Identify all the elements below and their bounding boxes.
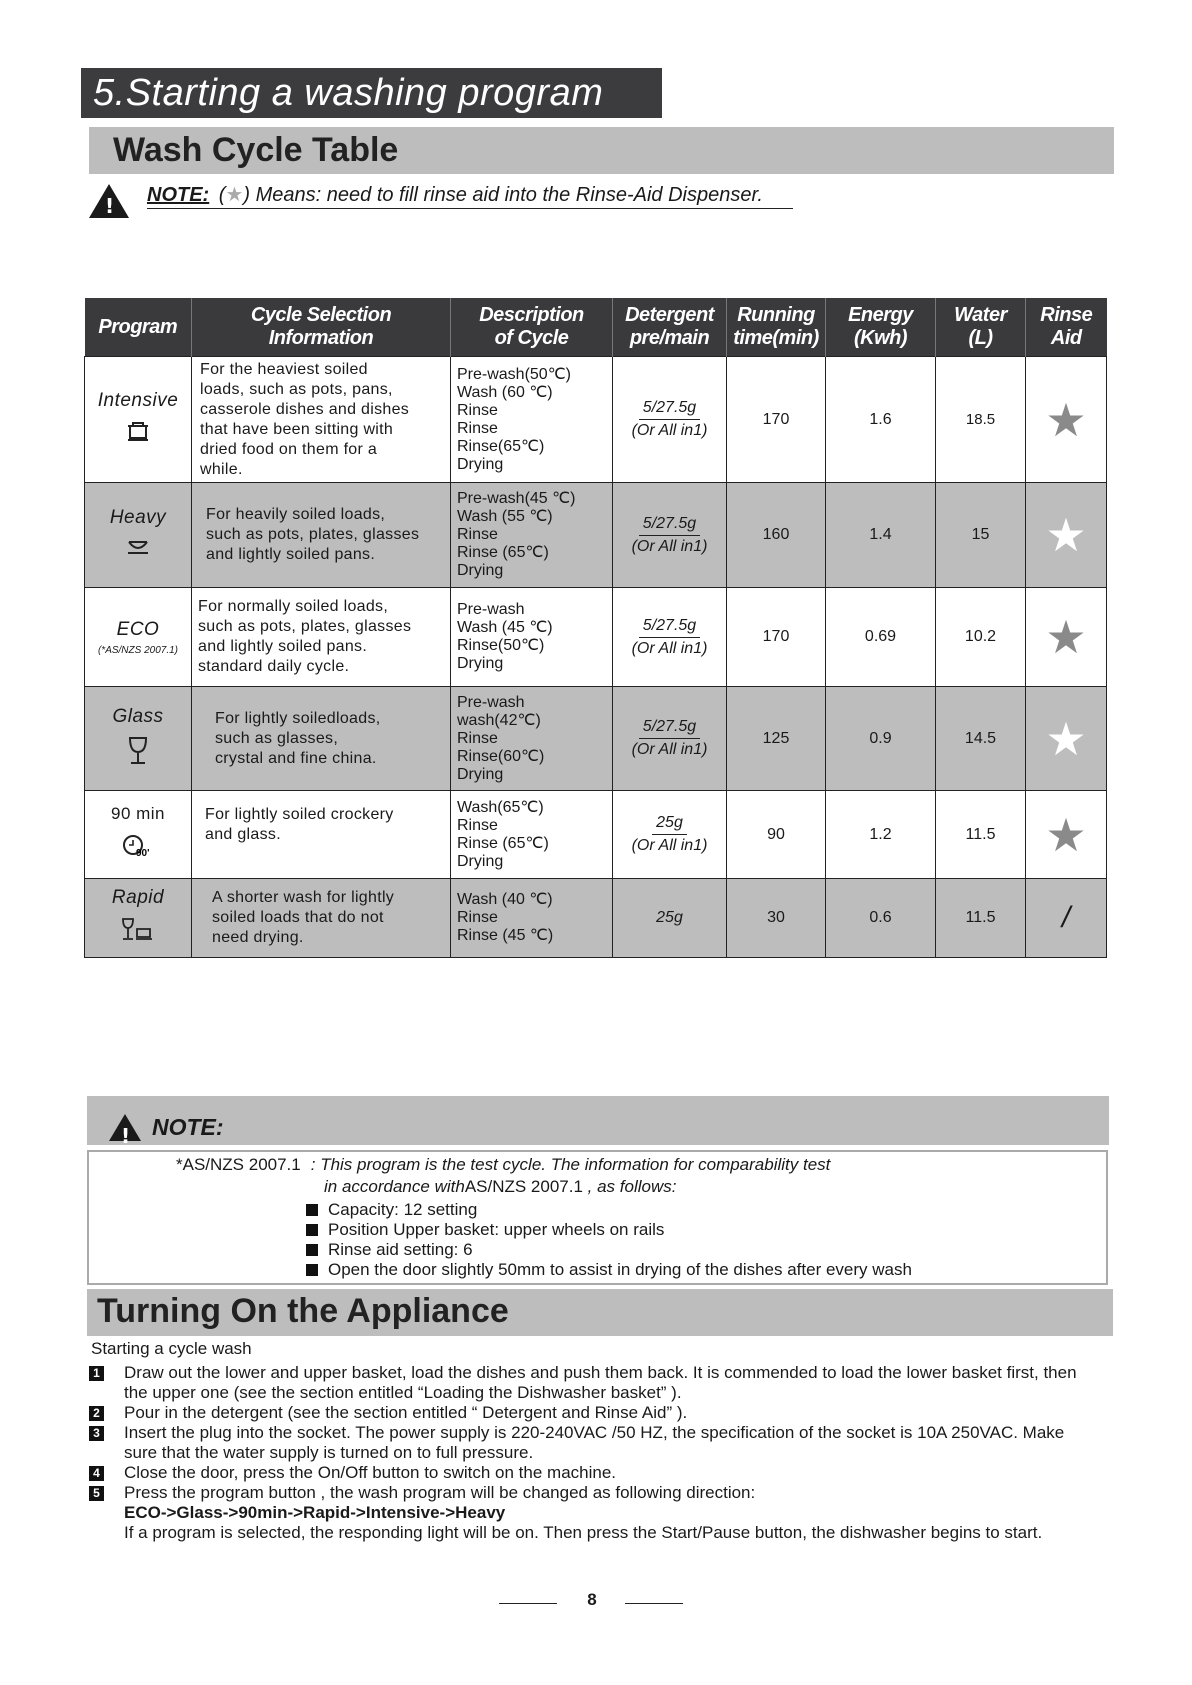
note-text: Means: need to fill rinse aid into the Rinse-Aid Dispenser. xyxy=(255,184,763,206)
pot-icon xyxy=(85,420,191,450)
water-cell: 18.5 xyxy=(936,357,1026,483)
water-cell: 15 xyxy=(936,483,1026,588)
rinse-aid-cell: / xyxy=(1026,879,1107,958)
table-row-eco xyxy=(85,588,1107,687)
water-cell: 10.2 xyxy=(936,588,1026,687)
detergent-cell: 25g xyxy=(613,879,727,958)
detergent-cell: 25g (Or All in1) xyxy=(613,791,727,879)
cycle-info-cell: For lightly soiledloads, such as glasses, crystal and fine china. xyxy=(192,687,451,791)
step-4: 4 Close the door, press the On/Off button to switch on the machine. xyxy=(89,1463,1089,1483)
step-5: 5 Press the program button , the wash program will be changed as following direction: ECO->Glass->90min->Rapid->Intensive->Heavy If a program is selected, the responding light will be on. Then press the Start/Pause button, the dishwasher begins to start. xyxy=(89,1483,1089,1543)
table-row-intensive xyxy=(85,357,1107,483)
program-name: Heavy xyxy=(109,507,167,528)
standard-note-line-2: in accordance withAS/NZS 2007.1 , as follows: xyxy=(324,1177,677,1196)
col-description: Description of Cycle xyxy=(451,298,613,357)
running-time-cell: 160 xyxy=(727,483,826,588)
star-icon: ★ xyxy=(1045,807,1087,862)
cycle-info-cell: For lightly soiled crockery and glass. xyxy=(192,791,451,879)
description-cell: Wash (40 ℃) Rinse Rinse (45 ℃) xyxy=(451,879,613,958)
table-header-row xyxy=(85,298,1107,357)
program-name: 90 min xyxy=(110,803,166,823)
glass-and-cup-icon xyxy=(85,917,191,949)
water-cell: 14.5 xyxy=(936,687,1026,791)
wash-cycle-table-title: Wash Cycle Table xyxy=(113,131,399,169)
energy-cell: 1.6 xyxy=(826,357,936,483)
energy-cell: 1.2 xyxy=(826,791,936,879)
energy-cell: 1.4 xyxy=(826,483,936,588)
col-program: Program xyxy=(85,298,192,357)
detergent-cell: 5/27.5g (Or All in1) xyxy=(613,483,727,588)
note-paren-open: ( xyxy=(218,184,226,206)
cycle-info-cell: A shorter wash for lightly soiled loads that do not need drying. xyxy=(192,879,451,958)
program-name: Rapid xyxy=(111,887,165,908)
program-cell xyxy=(85,483,192,588)
list-item: Open the door slightly 50mm to assist in drying of the dishes after every wash xyxy=(306,1260,912,1280)
step-2: 2 Pour in the detergent (see the section entitled “ Detergent and Rinse Aid” ). xyxy=(89,1403,1089,1423)
running-time-cell: 170 xyxy=(727,588,826,687)
rinse-aid-cell xyxy=(1026,687,1107,791)
rinse-aid-cell xyxy=(1026,357,1107,483)
star-icon: ★ xyxy=(1045,508,1087,562)
program-cell xyxy=(85,357,192,483)
detergent-cell: 5/27.5g (Or All in1) xyxy=(613,357,727,483)
running-time-cell: 90 xyxy=(727,791,826,879)
page-number: 8 xyxy=(587,1590,597,1609)
rinse-aid-cell xyxy=(1026,588,1107,687)
col-cycle-info: Cycle Selection Information xyxy=(192,298,451,357)
note-underline xyxy=(147,208,793,209)
water-cell: 11.5 xyxy=(936,879,1026,958)
cycle-info-cell: For heavily soiled loads, such as pots, plates, glasses and lightly soiled pans. xyxy=(192,483,451,588)
page-rule-left xyxy=(499,1603,557,1604)
standard-note-line: *AS/NZS 2007.1 : This program is the test cycle. The information for comparability test xyxy=(176,1155,831,1174)
star-icon: ★ xyxy=(1045,392,1087,447)
starting-cycle-subtitle: Starting a cycle wash xyxy=(91,1339,252,1358)
list-item: Position Upper basket: upper wheels on rails xyxy=(306,1220,912,1240)
bowl-icon xyxy=(85,537,191,563)
step-3: 3 Insert the plug into the socket. The power supply is 220-240VAC /50 HZ, the specification of the socket is 10A 250VAC. Make sure that the water supply is turned on to full pressure. xyxy=(89,1423,1089,1463)
col-detergent: Detergent pre/main xyxy=(613,298,727,357)
energy-cell: 0.9 xyxy=(826,687,936,791)
steps-list xyxy=(89,1363,1089,1543)
running-time-cell: 125 xyxy=(727,687,826,791)
col-rinse-aid: Rinse Aid xyxy=(1026,298,1107,357)
rinse-aid-note xyxy=(147,182,763,207)
warning-triangle-icon xyxy=(109,1114,141,1141)
list-item: Capacity: 12 setting xyxy=(306,1200,912,1220)
star-icon: ★ xyxy=(1045,711,1087,766)
note-label: NOTE: xyxy=(147,184,210,206)
program-name: ECO xyxy=(116,618,160,640)
col-running-time: Running time(min) xyxy=(727,298,826,357)
water-cell: 11.5 xyxy=(936,791,1026,879)
cycle-info-cell: For the heaviest soiled loads, such as pots, pans, casserole dishes and dishes that have been sitting with dried food on them for a while. xyxy=(192,357,451,483)
star-icon: ★ xyxy=(225,184,244,206)
rinse-aid-cell xyxy=(1026,483,1107,588)
svg-text:90': 90' xyxy=(136,847,150,859)
table-row-90min xyxy=(85,791,1107,879)
program-name: Glass xyxy=(112,705,164,727)
program-cell xyxy=(85,791,192,879)
col-energy: Energy (Kwh) xyxy=(826,298,936,357)
rinse-aid-cell xyxy=(1026,791,1107,879)
star-icon: ★ xyxy=(1045,610,1087,664)
wine-glass-icon xyxy=(85,736,191,772)
running-time-cell: 30 xyxy=(727,879,826,958)
clock-90-icon xyxy=(85,832,191,866)
energy-cell: 0.69 xyxy=(826,588,936,687)
note-paren-close: ) xyxy=(243,184,251,206)
cycle-info-cell: For normally soiled loads, such as pots, plates, glasses and lightly soiled pans. standard daily cycle. xyxy=(192,588,451,687)
program-cell xyxy=(85,879,192,958)
table-row-glass xyxy=(85,687,1107,791)
section-title: 5.Starting a washing program xyxy=(81,68,662,118)
table-row-heavy xyxy=(85,483,1107,588)
program-standard-note: (*AS/NZS 2007.1) xyxy=(97,644,179,656)
energy-cell: 0.6 xyxy=(826,879,936,958)
program-cell xyxy=(85,588,192,687)
wash-cycle-table xyxy=(84,298,1107,958)
description-cell: Pre-wash wash(42℃) Rinse Rinse(60℃) Drying xyxy=(451,687,613,791)
program-order: ECO->Glass->90min->Rapid->Intensive->Heavy xyxy=(124,1503,506,1522)
description-cell: Pre-wash(50℃) Wash (60 ℃) Rinse Rinse Rinse(65℃) Drying xyxy=(451,357,613,483)
table-row-rapid xyxy=(85,879,1107,958)
col-water: Water (L) xyxy=(936,298,1026,357)
note-label: NOTE: xyxy=(152,1114,224,1140)
description-cell: Wash(65℃) Rinse Rinse (65℃) Drying xyxy=(451,791,613,879)
program-name: Intensive xyxy=(97,389,179,411)
description-cell: Pre-wash(45 ℃) Wash (55 ℃) Rinse Rinse (65℃) Drying xyxy=(451,483,613,588)
list-item: Rinse aid setting: 6 xyxy=(306,1240,912,1260)
detergent-cell: 5/27.5g (Or All in1) xyxy=(613,687,727,791)
detergent-cell: 5/27.5g (Or All in1) xyxy=(613,588,727,687)
turning-on-title: Turning On the Appliance xyxy=(97,1292,509,1330)
note-band xyxy=(87,1096,1109,1145)
program-cell xyxy=(85,687,192,791)
page-rule-right xyxy=(625,1603,683,1604)
step-1: 1 Draw out the lower and upper basket, load the dishes and push them back. It is commended to load the lower basket first, then the upper one (see the section entitled “Loading the Dishwasher basket” ). xyxy=(89,1363,1089,1403)
test-conditions-list xyxy=(306,1200,912,1280)
description-cell: Pre-wash Wash (45 ℃) Rinse(50℃) Drying xyxy=(451,588,613,687)
warning-triangle-icon xyxy=(89,184,129,218)
running-time-cell: 170 xyxy=(727,357,826,483)
